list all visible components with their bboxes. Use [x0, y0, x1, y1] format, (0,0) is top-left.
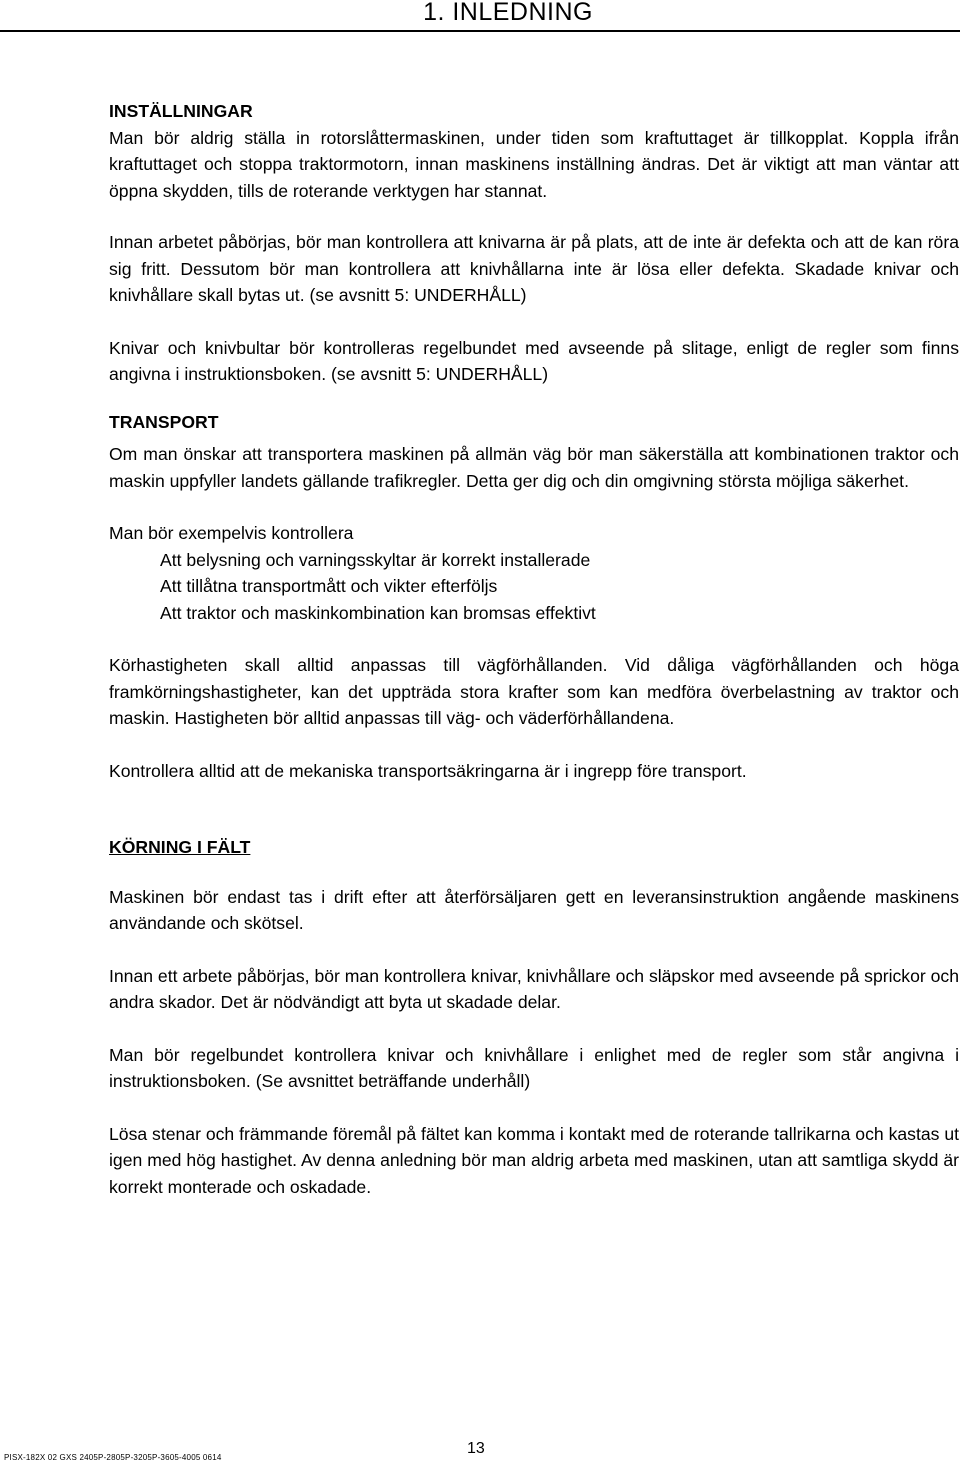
- paragraph: Innan arbetet påbörjas, bör man kontrollera att knivarna är på plats, att de inte är defekta och att de kan röra sig fritt. Dessutom bör man kontrollera att knivhållarna inte är lösa eller defekta. Skadade knivar och knivhållare skall bytas ut. (se avsnitt 5: UNDERHÅLL): [109, 232, 959, 305]
- document-body: [109, 98, 959, 1200]
- paragraph: Körhastigheten skall alltid anpassas till vägförhållanden. Vid dåliga vägförhållanden och höga framkörningshastigheter, kan det uppträda stora krafter som kan medföra överbelastning av traktor och maskin. Hastigheten bör alltid anpassas till väg- och väderförhållandena.: [109, 655, 959, 728]
- list-intro: Man bör exempelvis kontrollera: [109, 523, 354, 543]
- list-item: Att traktor och maskinkombination kan bromsas effektivt: [160, 602, 596, 623]
- paragraph: Man bör regelbundet kontrollera knivar och knivhållare i enlighet med de regler som står angivna i instruktionsboken. (Se avsnittet beträffande underhåll): [109, 1044, 959, 1091]
- document-code: PISX-182X 02 GXS 2405P-2805P-3205P-3605-4005 0614: [4, 1453, 222, 1462]
- paragraph: Om man önskar att transportera maskinen på allmän väg bör man säkerställa att kombinationen traktor och maskin uppfyller landets gällande trafikregler. Detta ger dig och din omgivning största möjliga säkerhet.: [109, 444, 959, 491]
- paragraph: Kontrollera alltid att de mekaniska transportsäkringarna är i ingrepp före transport.: [109, 760, 747, 781]
- header-rule: [0, 30, 960, 32]
- list-item: Att tillåtna transportmått och vikter efterföljs: [160, 576, 498, 596]
- section-heading-korning: KÖRNING I FÄLT: [109, 837, 251, 857]
- chapter-header: [0, 0, 960, 32]
- section-heading-transport: TRANSPORT: [109, 411, 219, 432]
- paragraph: Maskinen bör endast tas i drift efter att återförsäljaren gett en leveransinstruktion angående maskinens användande och skötsel.: [109, 886, 959, 933]
- section-heading-installningar: INSTÄLLNINGAR: [109, 101, 253, 121]
- chapter-title: 1. INLEDNING: [423, 0, 593, 26]
- check-list: [109, 547, 959, 627]
- paragraph: Lösa stenar och främmande föremål på fältet kan komma i kontakt med de roterande tallrikarna och kastas ut igen med hög hastighet. Av denna anledning bör man aldrig arbeta med maskinen, utan att samtliga skydd är korrekt monterade och oskadade.: [109, 1123, 959, 1197]
- paragraph: Man bör aldrig ställa in rotorslåttermaskinen, under tiden som kraftuttaget är tillkopplat. Koppla ifrån kraftuttaget och stoppa traktormotorn, innan maskinens inställning ändras. Det är viktigt att man väntar att öppna skydden, tills de roterande verktygen har stannat.: [109, 127, 959, 201]
- paragraph: Knivar och knivbultar bör kontrolleras regelbundet med avseende på slitage, enligt de regler som finns angivna i instruktionsboken. (se avsnitt 5: UNDERHÅLL): [109, 337, 959, 384]
- list-item: Att belysning och varningsskyltar är korrekt installerade: [160, 549, 591, 570]
- paragraph: Innan ett arbete påbörjas, bör man kontrollera knivar, knivhållare och släpskor med avseende på sprickor och andra skador. Det är nödvändigt att byta ut skadade delar.: [109, 965, 959, 1012]
- page-number: 13: [467, 1440, 485, 1457]
